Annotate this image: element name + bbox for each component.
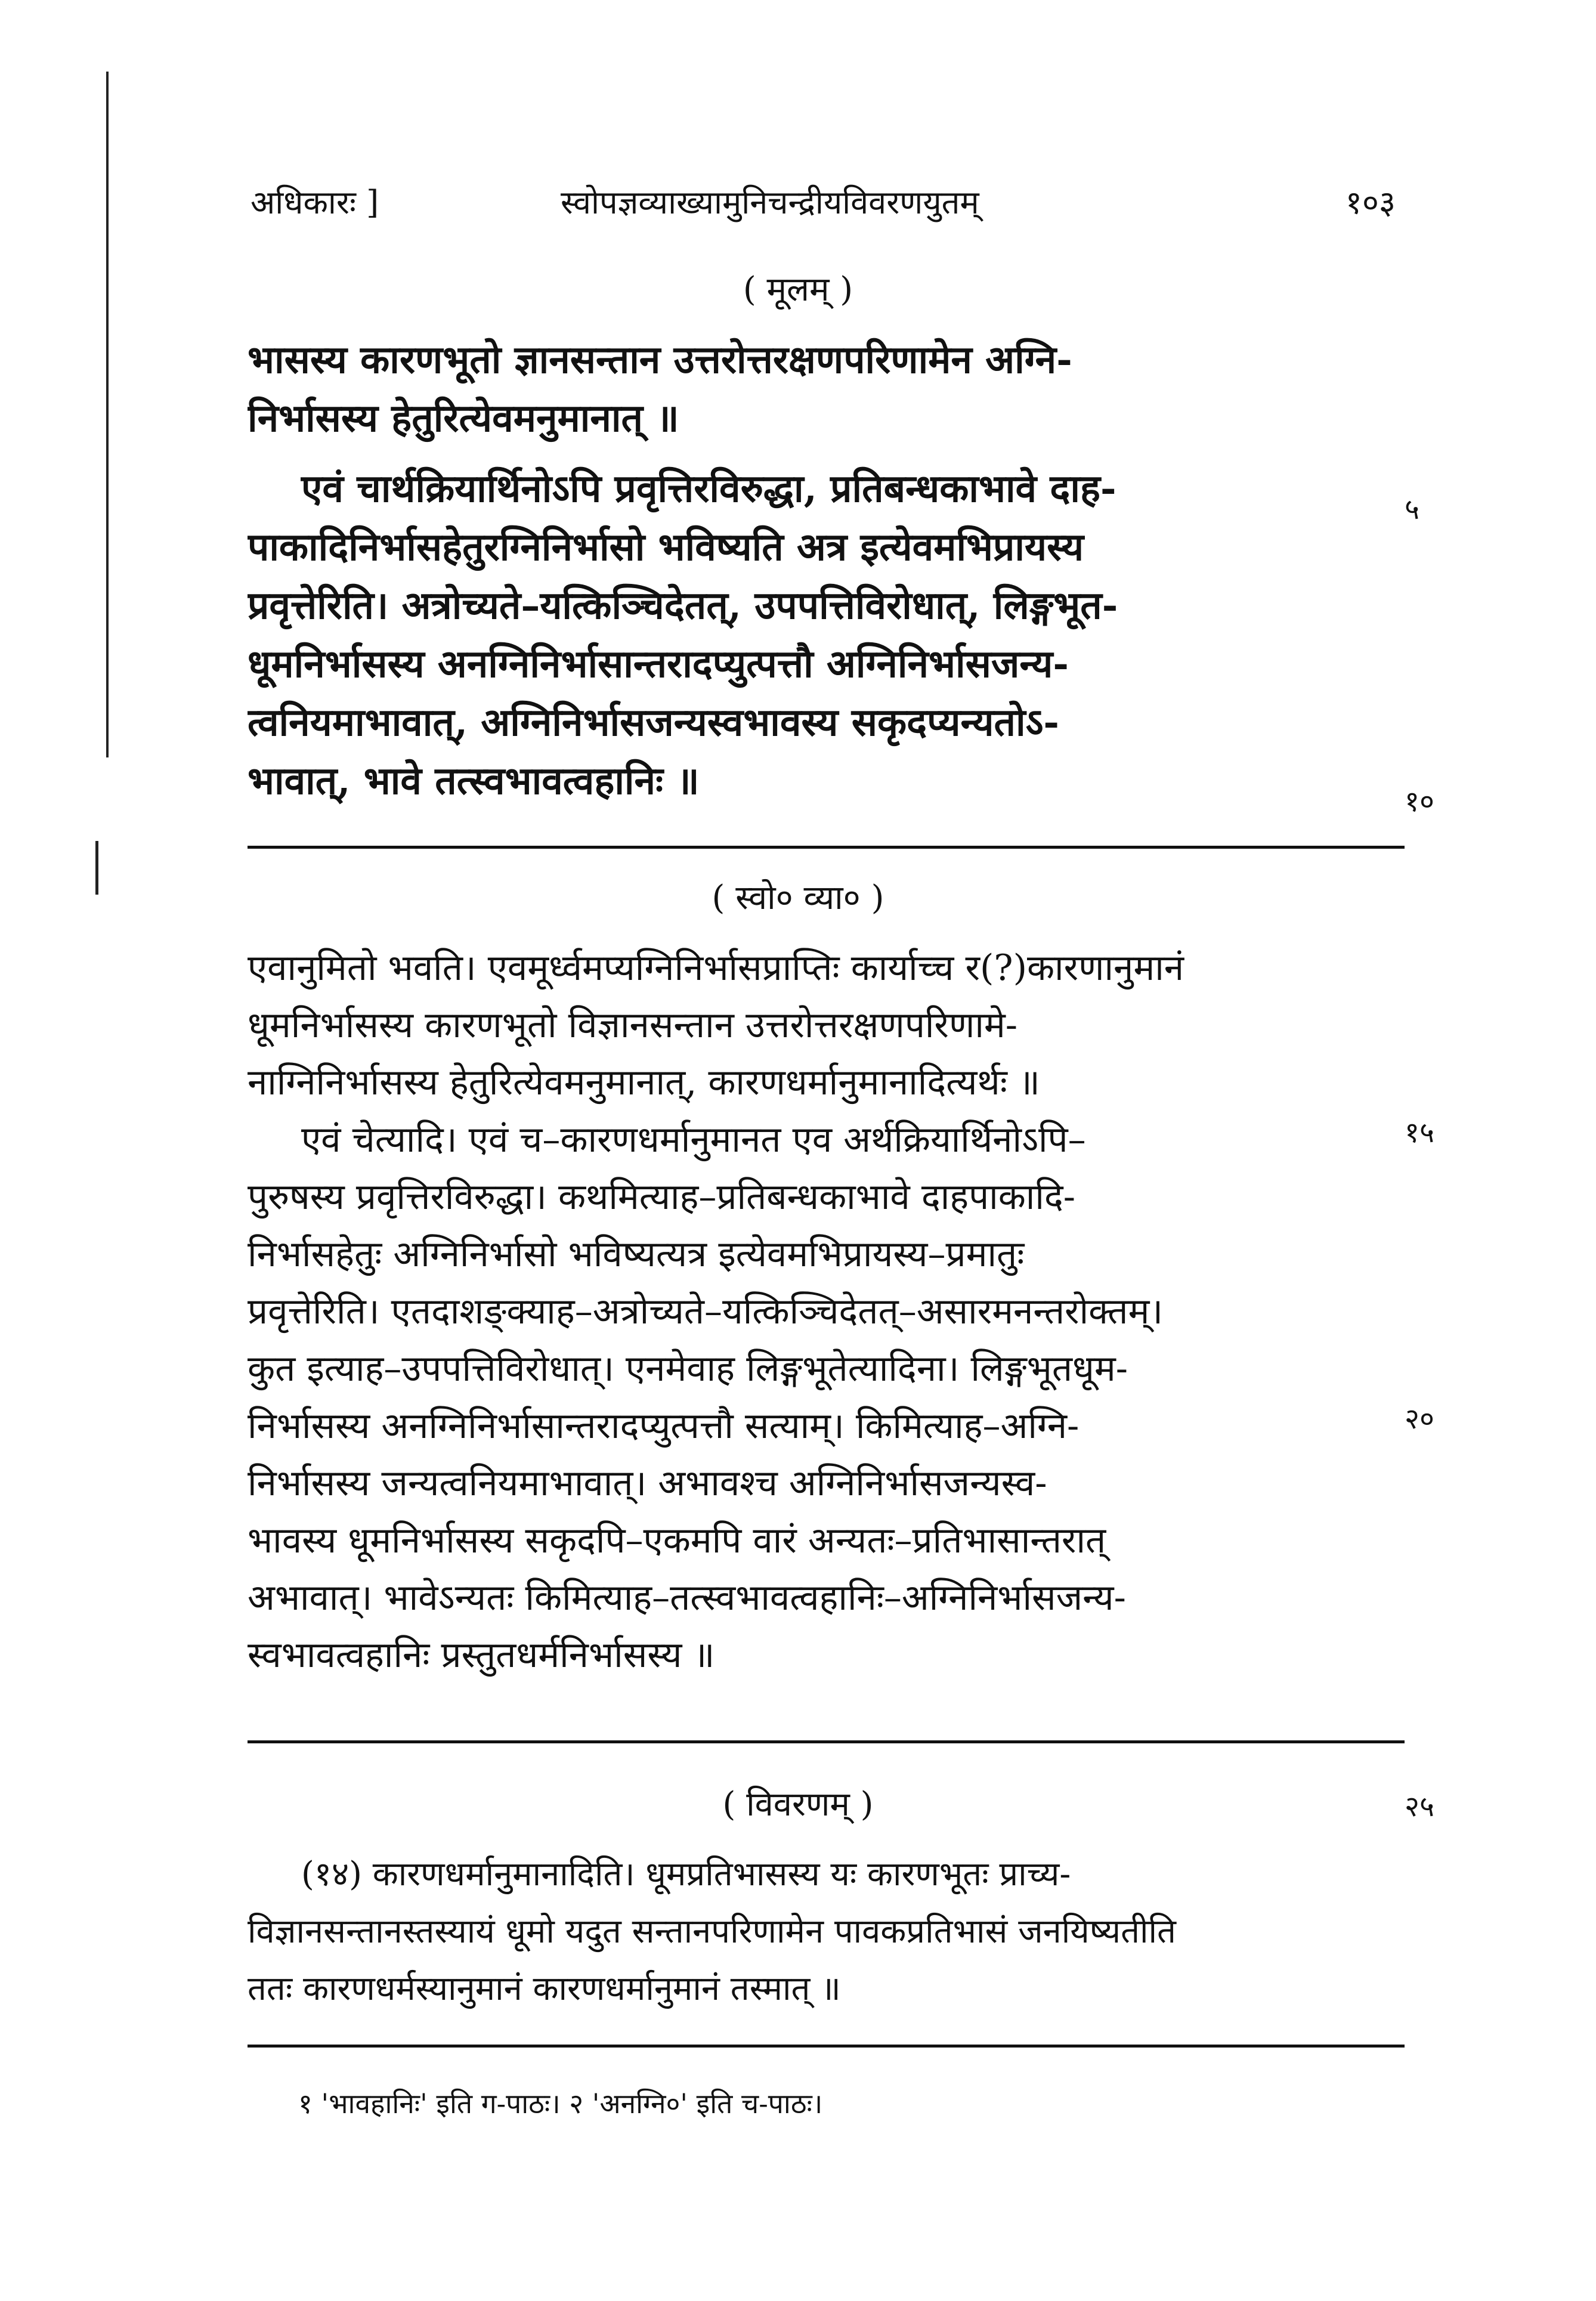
chapter-marker: अधिकारः ] bbox=[250, 184, 379, 221]
text-line: एवं चार्थक्रियार्थिनोऽपि प्रवृत्तिरविरुद्धा, प्रतिबन्धकाभावे दाह- bbox=[301, 466, 1116, 511]
mula-heading: ( मूलम् ) bbox=[743, 270, 853, 309]
line-number: ५ bbox=[1405, 493, 1419, 526]
vyakhya-heading: ( स्वो० व्या० ) bbox=[712, 879, 884, 917]
vivarana-heading: ( विवरणम् ) bbox=[722, 1785, 874, 1824]
text-line: भावात्, भावे तत्स्वभावत्वहानिः ॥ bbox=[248, 759, 700, 803]
book-title: स्वोपज्ञव्याख्यामुनिचन्द्रीयविवरणयुतम् bbox=[561, 184, 979, 221]
text-line: अभावात्। भावेऽन्यतः किमित्याह–तत्स्वभावत्वहानिः–अग्निनिर्भासजन्य- bbox=[248, 1577, 1126, 1619]
section-divider bbox=[248, 1740, 1405, 1743]
footnote-divider bbox=[248, 2045, 1405, 2048]
vyakhya-text bbox=[248, 939, 1405, 1684]
running-head bbox=[250, 179, 1396, 233]
text-line: एवं चेत्यादि। एवं च–कारणधर्मानुमानत एव अर्थक्रियार्थिनोऽपि– bbox=[301, 1119, 1086, 1161]
vivarana-text bbox=[248, 1846, 1405, 2018]
text-line: भावस्य धूमनिर्भासस्य सकृदपि–एकमपि वारं अन्यतः–प्रतिभासान्तरात् bbox=[248, 1520, 1106, 1561]
text-line: भासस्य कारणभूतो ज्ञानसन्तान उत्तरोत्तरक्षणपरिणामेन अग्नि- bbox=[248, 338, 1072, 382]
section-divider bbox=[248, 846, 1405, 849]
text-line: विज्ञानसन्तानस्तस्यायं धूमो यदुत सन्तानपरिणामेन पावकप्रतिभासं जनयिष्यतीति bbox=[248, 1912, 1176, 1951]
text-line: कुत इत्याह–उपपत्तिविरोधात्। एनमेवाह लिङ्गभूतेत्यादिना। लिङ्गभूतधूम- bbox=[248, 1348, 1128, 1390]
page-number: १०३ bbox=[1345, 184, 1396, 221]
text-line: प्रवृत्तेरिति। अत्रोच्यते–यत्किञ्चिदेतत्, उपपत्तिविरोधात्, लिङ्गभूत- bbox=[248, 583, 1118, 628]
line-number: १० bbox=[1405, 785, 1434, 818]
text-line: स्वभावत्वहानिः प्रस्तुतधर्मनिर्भासस्य ॥ bbox=[248, 1634, 715, 1676]
text-line: ततः कारणधर्मस्यानुमानं कारणधर्मानुमानं तस्मात् ॥ bbox=[248, 1969, 841, 2008]
scan-edge-line bbox=[106, 72, 109, 757]
mula-text bbox=[248, 331, 1405, 811]
text-line: एवानुमितो भवति। एवमूर्ध्वमप्यग्निनिर्भासप्राप्तिः कार्याच्च र(?)कारणानुमानं bbox=[248, 947, 1184, 989]
text-line: पाकादिनिर्भासहेतुरग्निनिर्भासो भविष्यति अत्र इत्येवमभिप्रायस्य bbox=[248, 525, 1084, 570]
text-line: (१४) कारणधर्मानुमानादिति। धूमप्रतिभासस्य यः कारणभूतः प्राच्य- bbox=[301, 1855, 1071, 1894]
text-line: निर्भासस्य अनग्निनिर्भासान्तरादप्युत्पत्तौ सत्याम्। किमित्याह–अग्नि- bbox=[248, 1405, 1080, 1447]
footnote: १ 'भावहानिः' इति ग-पाठः। २ 'अनग्नि०' इति च-पाठः। bbox=[298, 2087, 823, 2120]
text-line: पुरुषस्य प्रवृत्तिरविरुद्धा। कथमित्याह–प्रतिबन्धकाभावे दाहपाकादि- bbox=[248, 1176, 1076, 1218]
text-line: निर्भासहेतुः अग्निनिर्भासो भविष्यत्यत्र इत्येवमभिप्रायस्य–प्रमातुः bbox=[248, 1233, 1025, 1275]
line-number: १५ bbox=[1405, 1116, 1434, 1149]
text-line: प्रवृत्तेरिति। एतदाशङ्क्याह–अत्रोच्यते–यत्किञ्चिदेतत्–असारमनन्तरोक्तम्। bbox=[248, 1291, 1164, 1332]
text-line: धूमनिर्भासस्य अनग्निनिर्भासान्तरादप्युत्पत्तौ अग्निनिर्भासजन्य- bbox=[248, 642, 1069, 686]
line-number: २० bbox=[1405, 1402, 1434, 1436]
text-line: नाग्निनिर्भासस्य हेतुरित्येवमनुमानात्, कारणधर्मानुमानादित्यर्थः ॥ bbox=[248, 1062, 1040, 1103]
text-line: धूमनिर्भासस्य कारणभूतो विज्ञानसन्तान उत्तरोत्तरक्षणपरिणामे- bbox=[248, 1004, 1018, 1046]
text-line: निर्भासस्य जन्यत्वनियमाभावात्। अभावश्च अग्निनिर्भासजन्यस्व- bbox=[248, 1462, 1047, 1504]
line-number: २५ bbox=[1405, 1790, 1434, 1823]
text-line: निर्भासस्य हेतुरित्येवमनुमानात् ॥ bbox=[248, 396, 679, 441]
text-line: त्वनियमाभावात्, अग्निनिर्भासजन्यस्वभावस्य सकृदप्यन्यतोऽ- bbox=[248, 700, 1059, 745]
